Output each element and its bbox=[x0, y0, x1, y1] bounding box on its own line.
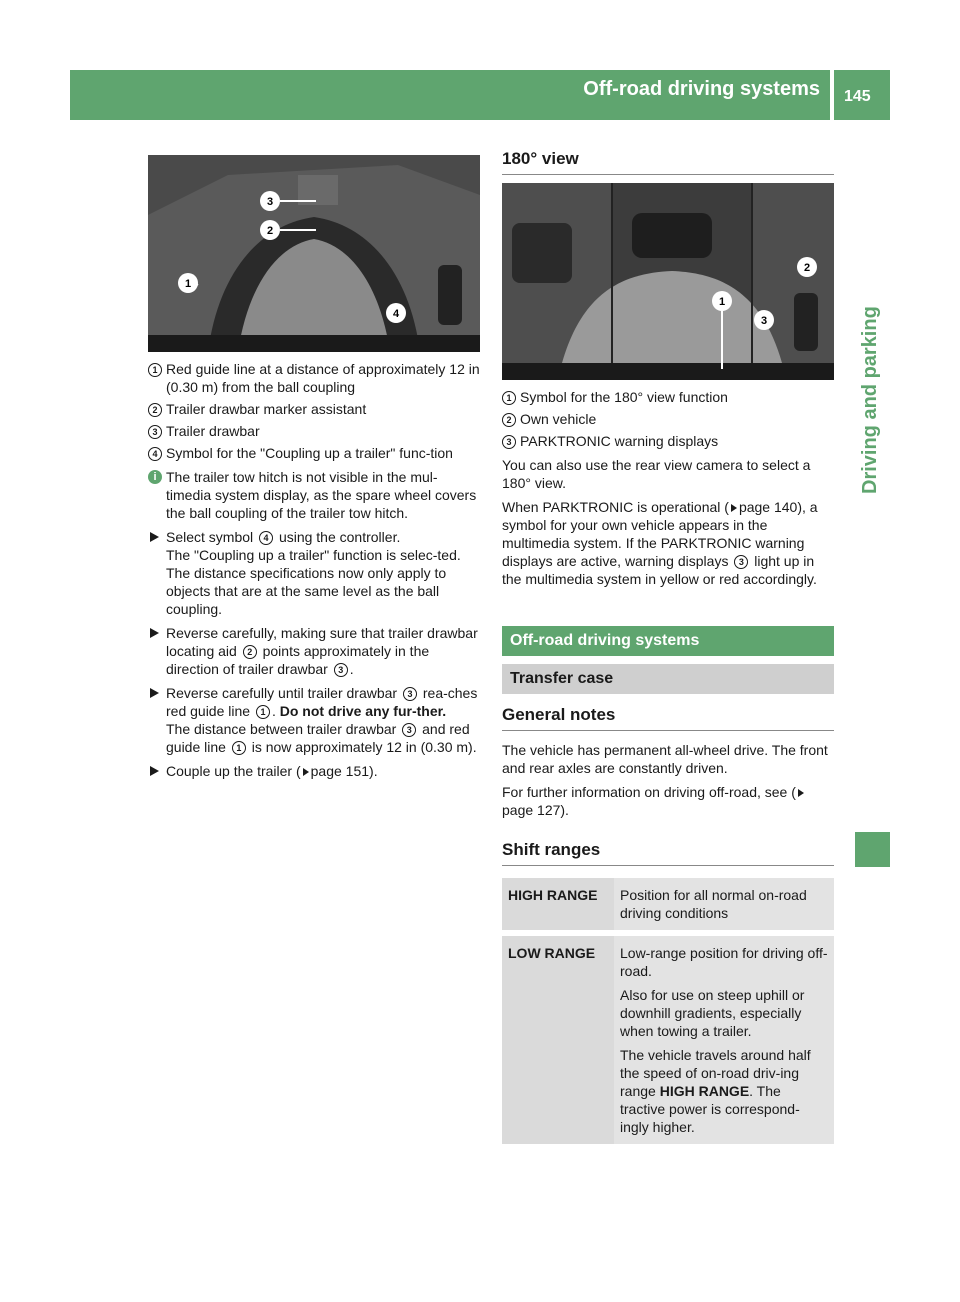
callout-3-icon: 3 bbox=[402, 723, 416, 737]
body-text: For further information on driving off-road, see ( bbox=[502, 784, 796, 800]
step-arrow-icon bbox=[150, 688, 159, 698]
legend-item bbox=[502, 388, 834, 406]
range-description bbox=[614, 936, 834, 1144]
right-column bbox=[502, 150, 834, 1150]
step-result-text: The "Coupling up a trailer" function is selec-ted. The distance specifications now only apply to objects that are at the same level as the ball coupling. bbox=[166, 547, 461, 617]
svg-text:1: 1 bbox=[184, 278, 192, 290]
callout-4-icon: 4 bbox=[148, 447, 162, 461]
heading-shift-ranges: Shift ranges bbox=[502, 841, 834, 866]
info-note bbox=[148, 468, 480, 522]
page-reference-arrow-icon bbox=[731, 504, 737, 512]
side-chapter-label: Driving and parking bbox=[859, 306, 881, 494]
svg-text:1: 1 bbox=[718, 296, 726, 308]
legend-item bbox=[148, 422, 480, 440]
page-number: 145 bbox=[844, 88, 871, 105]
body-paragraph bbox=[502, 498, 834, 588]
legend-item bbox=[148, 360, 480, 396]
legend-item bbox=[502, 410, 834, 428]
callout-1-icon: 1 bbox=[232, 741, 246, 755]
subsection-heading-transfer-case: Transfer case bbox=[502, 664, 834, 694]
svg-text:3: 3 bbox=[760, 315, 768, 327]
step-text: using the controller. bbox=[278, 529, 401, 545]
legend-text: Symbol for the "Coupling up a trailer" func-tion bbox=[166, 445, 453, 461]
body-text: light up in the multimedia system in yellow or red accordingly. bbox=[502, 553, 817, 587]
page-header-title: Off-road driving systems bbox=[583, 78, 820, 100]
range-text bbox=[620, 1046, 828, 1136]
header-separator bbox=[830, 70, 834, 120]
range-text-part: The vehicle travels around half the speed of on-road driv-ing range bbox=[620, 1047, 811, 1099]
callout-2-icon: 2 bbox=[243, 645, 257, 659]
legend-text: Symbol for the 180° view function bbox=[520, 389, 728, 405]
callout-3-icon: 3 bbox=[403, 687, 417, 701]
svg-text:3: 3 bbox=[266, 196, 274, 208]
right-legend bbox=[502, 388, 834, 450]
step-arrow-icon bbox=[150, 532, 159, 542]
step-text: rea-ches red guide line bbox=[166, 685, 478, 719]
legend-item bbox=[502, 432, 834, 450]
step-text: . bbox=[271, 703, 276, 719]
step-arrow-icon bbox=[150, 628, 159, 638]
step-text: Reverse carefully, making sure that trailer drawbar locating aid bbox=[166, 625, 478, 659]
range-text-part: . The tractive power is correspond-ingly higher. bbox=[620, 1083, 800, 1135]
left-legend bbox=[148, 360, 480, 462]
step-text: . bbox=[349, 661, 354, 677]
step-result-text: and red guide line bbox=[166, 721, 470, 755]
callout-3-icon: 3 bbox=[734, 555, 748, 569]
legend-text: Trailer drawbar marker assistant bbox=[166, 401, 367, 417]
page-reference-arrow-icon bbox=[303, 768, 309, 776]
step-warning-text: Do not drive any fur-ther. bbox=[279, 703, 447, 719]
callout-2-icon: 2 bbox=[148, 403, 162, 417]
page-reference-link: page 127). bbox=[502, 802, 569, 818]
callout-3-icon: 3 bbox=[148, 425, 162, 439]
body-paragraph: The vehicle has permanent all-wheel drive. The front and rear axles are constantly driven. bbox=[502, 742, 828, 776]
180-view-camera-image bbox=[502, 183, 834, 380]
step-text: Couple up the trailer ( bbox=[166, 763, 301, 779]
shift-ranges-table bbox=[502, 872, 834, 1150]
step-text: Select symbol bbox=[166, 529, 254, 545]
table-row bbox=[502, 936, 834, 1144]
step-text: Reverse carefully until trailer drawbar bbox=[166, 685, 398, 701]
page-reference-arrow-icon bbox=[798, 789, 804, 797]
callout-4-icon: 4 bbox=[259, 531, 273, 545]
svg-text:4: 4 bbox=[392, 308, 400, 320]
legend-item bbox=[148, 400, 480, 418]
left-column bbox=[148, 155, 480, 780]
range-text: Also for use on steep uphill or downhill gradients, especially when towing a trailer. bbox=[620, 987, 805, 1039]
info-note-text: The trailer tow hitch is not visible in the mul-timedia system display, as the spare wheel covers the ball coupling of the trailer tow hitch. bbox=[166, 469, 477, 521]
callout-1-icon: 1 bbox=[256, 705, 270, 719]
trailer-camera-image bbox=[148, 155, 480, 352]
instruction-step bbox=[148, 528, 480, 618]
chapter-marker bbox=[855, 832, 890, 867]
page-reference-link: page 151). bbox=[310, 763, 378, 779]
step-result-text: The distance between trailer drawbar bbox=[166, 721, 397, 737]
body-text: When PARKTRONIC is operational ( bbox=[502, 499, 729, 515]
range-key: LOW RANGE bbox=[502, 936, 614, 1144]
legend-text: Trailer drawbar bbox=[166, 423, 260, 439]
step-text: points approximately in the direction of trailer drawbar bbox=[166, 643, 430, 677]
range-text: Position for all normal on-road driving conditions bbox=[620, 887, 807, 921]
section-heading-offroad: Off-road driving systems bbox=[502, 626, 834, 656]
range-text-bold: HIGH RANGE bbox=[659, 1083, 750, 1099]
instruction-step bbox=[148, 624, 480, 678]
callout-3-icon: 3 bbox=[334, 663, 348, 677]
legend-text: Own vehicle bbox=[520, 411, 597, 427]
heading-general-notes: General notes bbox=[502, 706, 834, 731]
legend-item bbox=[148, 444, 480, 462]
legend-text: Red guide line at a distance of approximately 12 in (0.30 m) from the ball coupling bbox=[166, 361, 480, 395]
range-key: HIGH RANGE bbox=[502, 878, 614, 930]
range-description bbox=[614, 878, 834, 930]
callout-1-icon: 1 bbox=[148, 363, 162, 377]
step-result-text: is now approximately 12 in (0.30 m). bbox=[251, 739, 477, 755]
callout-3-icon: 3 bbox=[502, 435, 516, 449]
callout-1-icon: 1 bbox=[502, 391, 516, 405]
section-heading-180-view: 180° view bbox=[502, 150, 834, 175]
step-arrow-icon bbox=[150, 766, 159, 776]
table-row bbox=[502, 878, 834, 930]
instruction-step bbox=[148, 684, 480, 756]
body-text: page 140), a symbol for your own vehicle appears in the multimedia system. If the PARKTRONIC warning displays are active, warning displays bbox=[502, 499, 818, 569]
range-text: Low-range position for driving off-road. bbox=[620, 945, 828, 979]
legend-text: PARKTRONIC warning displays bbox=[520, 433, 719, 449]
callout-2-icon: 2 bbox=[502, 413, 516, 427]
instruction-step bbox=[148, 762, 480, 780]
body-paragraph: You can also use the rear view camera to select a 180° view. bbox=[502, 457, 811, 491]
svg-text:2: 2 bbox=[266, 225, 274, 237]
body-paragraph bbox=[502, 783, 834, 819]
svg-text:2: 2 bbox=[803, 262, 811, 274]
info-icon: i bbox=[148, 470, 162, 484]
